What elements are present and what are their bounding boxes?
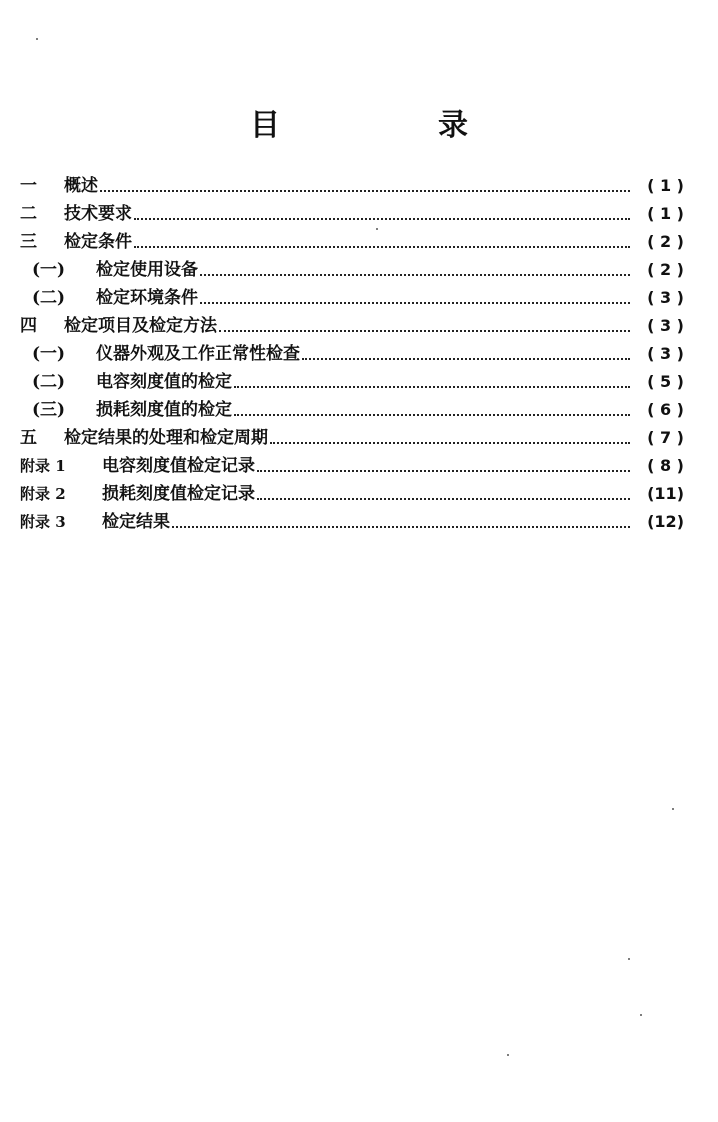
toc-leader — [234, 368, 630, 396]
toc-number: (一) — [32, 260, 66, 280]
toc-leader — [200, 256, 630, 284]
scan-speck — [628, 958, 630, 960]
toc-leader — [257, 452, 630, 480]
toc-page: ( 6 ) — [647, 400, 684, 419]
toc-number: 三 — [20, 232, 37, 252]
toc-leader — [134, 228, 630, 256]
scan-speck — [507, 1054, 509, 1056]
toc-row[interactable] — [20, 424, 684, 452]
toc-row[interactable] — [20, 368, 684, 396]
scan-speck — [36, 38, 38, 40]
toc-row[interactable] — [20, 284, 684, 312]
toc-leader — [100, 172, 630, 200]
toc-number: (一) — [32, 344, 66, 364]
toc-leader — [234, 396, 630, 424]
toc-page: ( 1 ) — [647, 176, 684, 195]
table-of-contents — [20, 172, 684, 536]
toc-number: 五 — [20, 428, 37, 448]
toc-label: 概述 — [64, 176, 98, 196]
toc-row[interactable] — [20, 452, 684, 480]
toc-leader — [270, 424, 630, 452]
toc-label: 电容刻度值的检定 — [96, 372, 232, 392]
toc-row[interactable] — [20, 228, 684, 256]
toc-leader — [257, 480, 630, 508]
toc-label: 损耗刻度值检定记录 — [102, 484, 255, 504]
scan-speck — [376, 228, 378, 230]
toc-leader — [302, 340, 630, 368]
toc-number: 四 — [20, 316, 37, 336]
toc-row[interactable] — [20, 172, 684, 200]
scan-speck — [672, 808, 674, 810]
toc-page: ( 3 ) — [647, 316, 684, 335]
toc-page: ( 3 ) — [647, 344, 684, 363]
toc-row[interactable] — [20, 200, 684, 228]
toc-number: 附录 3 — [20, 513, 66, 531]
toc-label: 检定结果 — [102, 512, 170, 532]
scan-speck — [640, 1014, 642, 1016]
toc-label: 检定使用设备 — [96, 260, 198, 280]
toc-page: ( 5 ) — [647, 372, 684, 391]
toc-row[interactable] — [20, 508, 684, 536]
toc-row[interactable] — [20, 340, 684, 368]
toc-label: 损耗刻度值的检定 — [96, 400, 232, 420]
toc-label: 检定项目及检定方法 — [64, 316, 217, 336]
toc-row[interactable] — [20, 396, 684, 424]
toc-number: 附录 1 — [20, 457, 66, 475]
toc-number: 一 — [20, 176, 37, 196]
toc-label: 检定结果的处理和检定周期 — [64, 428, 268, 448]
toc-page: ( 1 ) — [647, 204, 684, 223]
toc-row[interactable] — [20, 480, 684, 508]
toc-label: 技术要求 — [64, 204, 132, 224]
toc-row[interactable] — [20, 256, 684, 284]
toc-label: 电容刻度值检定记录 — [102, 456, 255, 476]
toc-label: 检定条件 — [64, 232, 132, 252]
toc-number: (二) — [32, 288, 66, 308]
toc-page: ( 2 ) — [647, 232, 684, 251]
toc-row[interactable] — [20, 312, 684, 340]
toc-page: ( 3 ) — [647, 288, 684, 307]
toc-leader — [134, 200, 630, 228]
toc-leader — [219, 312, 630, 340]
toc-number: (二) — [32, 372, 66, 392]
toc-number: (三) — [32, 400, 66, 420]
main-toc-title: 目 录 — [250, 108, 532, 143]
toc-leader — [200, 284, 630, 312]
toc-number: 二 — [20, 204, 37, 224]
toc-page: ( 7 ) — [647, 428, 684, 447]
toc-page: ( 8 ) — [647, 456, 684, 475]
toc-page: (12) — [647, 512, 684, 531]
toc-page: (11) — [647, 484, 684, 503]
toc-label: 仪器外观及工作正常性检查 — [96, 344, 300, 364]
toc-number: 附录 2 — [20, 485, 66, 503]
toc-page: ( 2 ) — [647, 260, 684, 279]
toc-leader — [172, 508, 630, 536]
toc-label: 检定环境条件 — [96, 288, 198, 308]
